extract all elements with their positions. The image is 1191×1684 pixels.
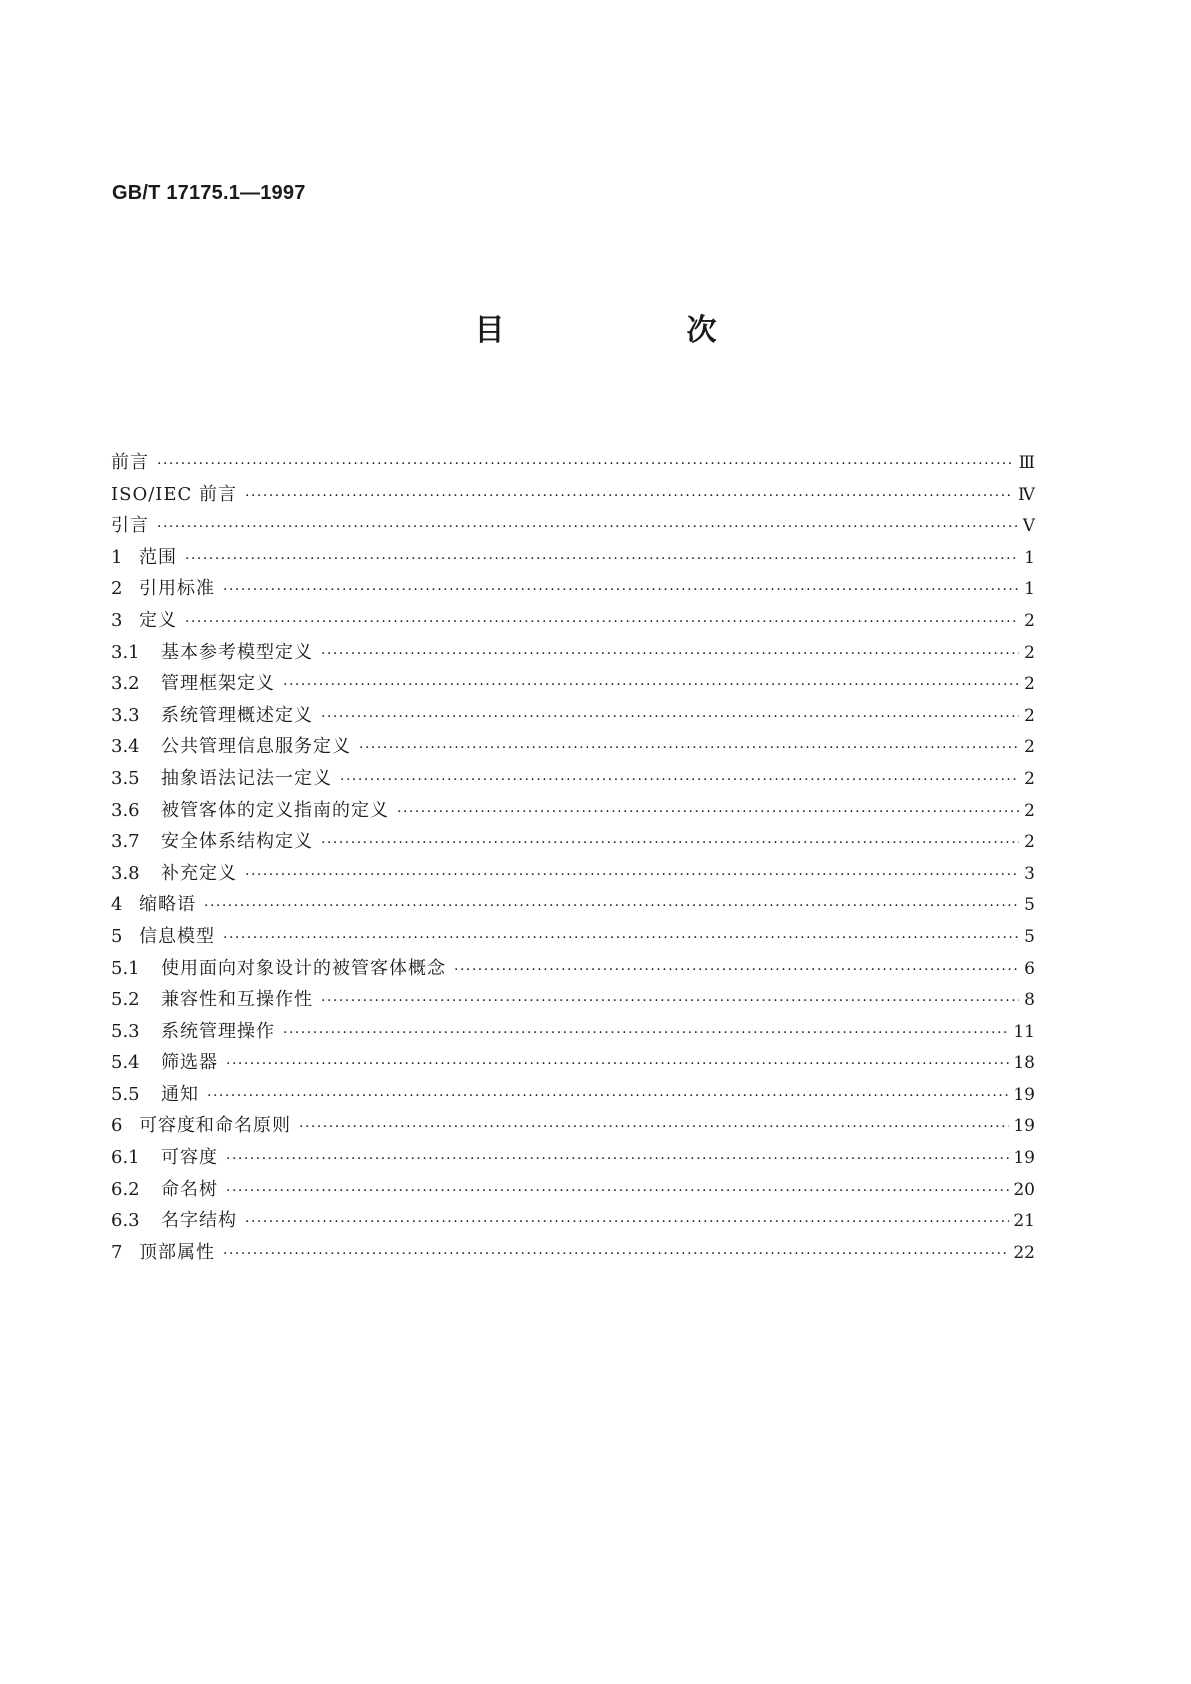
toc-entry-label: 可容度 [161,1147,218,1169]
toc-entry-label: 系统管理概述定义 [161,704,313,726]
toc-entry[interactable] [111,606,1035,638]
toc-entry-page: 20 [1013,1179,1035,1200]
toc-entry-number: 5.4 [111,1052,140,1074]
toc-entry[interactable] [111,1048,1035,1080]
toc-entry-number: 3.3 [111,704,140,726]
toc-entry-number: 5.1 [111,957,140,979]
toc-dot-leader [340,772,1019,788]
toc-entry[interactable] [111,480,1035,512]
toc-entry[interactable] [111,796,1035,828]
toc-entry-label: 抽象语法记法一定义 [161,767,332,789]
toc-entry-page: 5 [1024,926,1035,947]
toc-entry-number: 6.1 [111,1147,140,1169]
toc-dot-leader [226,1056,1009,1072]
toc-entry[interactable] [111,890,1035,922]
toc-entry-number: 3 [111,609,123,631]
toc-entry-label: ISO/IEC 前言 [111,483,238,505]
toc-entry-page: 3 [1024,863,1035,884]
toc-entry-page: Ⅲ [1018,453,1035,473]
toc-entry-page: 18 [1013,1053,1035,1074]
toc-entry-number: 2 [111,578,123,600]
toc-entry-label: 信息模型 [139,925,215,947]
toc-dot-leader [359,740,1019,756]
toc-entry-label: 可容度和命名原则 [139,1115,291,1137]
toc-entry[interactable] [111,638,1035,670]
toc-entry-label: 兼容性和互操作性 [161,989,313,1011]
toc-entry[interactable] [111,827,1035,859]
toc-entry-page: 2 [1024,737,1035,758]
toc-entry-number: 5 [111,925,123,947]
toc-dot-leader [283,677,1019,693]
toc-entry-label: 公共管理信息服务定义 [161,736,351,758]
table-of-contents [111,448,1035,1269]
toc-dot-leader [454,962,1019,978]
toc-entry-page: 2 [1024,832,1035,853]
toc-entry[interactable] [111,511,1035,543]
toc-entry-label: 顶部属性 [139,1241,215,1263]
toc-entry[interactable] [111,859,1035,891]
toc-entry[interactable] [111,954,1035,986]
toc-entry-page: 19 [1013,1084,1035,1105]
toc-entry[interactable] [111,543,1035,575]
toc-entry[interactable] [111,448,1035,480]
toc-entry-number: 3.6 [111,799,140,821]
toc-dot-leader [223,582,1019,598]
toc-entry-label: 系统管理操作 [161,1020,275,1042]
toc-entry-number: 3.7 [111,831,140,853]
toc-entry-page: 2 [1024,610,1035,631]
toc-entry[interactable] [111,1238,1035,1270]
toc-entry-number: 4 [111,894,123,916]
toc-entry-page: 21 [1013,1211,1035,1232]
toc-dot-leader [321,993,1019,1009]
toc-entry-page: 2 [1024,705,1035,726]
toc-entry-page: Ⅳ [1018,484,1035,505]
toc-entry-label: 前言 [111,452,149,473]
toc-entry-label: 引用标准 [139,578,215,600]
toc-entry-number: 3.2 [111,673,140,695]
toc-entry-label: 范围 [139,546,177,568]
toc-entry-number: 7 [111,1241,123,1263]
toc-dot-leader [223,1246,1009,1262]
toc-entry[interactable] [111,1175,1035,1207]
toc-dot-leader [204,898,1019,914]
toc-entry-page: 6 [1024,958,1035,979]
document-id: GB/T 17175.1—1997 [112,182,306,204]
toc-entry-label: 筛选器 [161,1052,218,1074]
toc-entry[interactable] [111,732,1035,764]
toc-entry[interactable] [111,701,1035,733]
toc-entry-label: 安全体系结构定义 [161,831,313,853]
toc-dot-leader [245,867,1019,883]
toc-entry-page: 2 [1024,674,1035,695]
toc-entry-number: 3.1 [111,641,140,663]
toc-dot-leader [223,930,1019,946]
toc-entry-number: 6.3 [111,1210,140,1232]
toc-entry-page: 2 [1024,768,1035,789]
toc-title: 目 次 [474,313,793,348]
toc-entry-page: 2 [1024,642,1035,663]
toc-dot-leader [299,1119,1009,1135]
toc-entry-label: 命名树 [161,1178,218,1200]
toc-entry-label: 使用面向对象设计的被管客体概念 [161,957,446,979]
toc-entry-number: 1 [111,546,123,568]
toc-entry-number: 6 [111,1115,123,1137]
toc-entry-page: 8 [1024,990,1035,1011]
toc-dot-leader [321,646,1019,662]
toc-entry-number: 3.8 [111,862,140,884]
toc-dot-leader [397,804,1019,820]
toc-entry-number: 5.3 [111,1020,140,1042]
toc-entry-page: 1 [1024,547,1035,568]
toc-dot-leader [245,488,1014,504]
toc-entry-number: 3.4 [111,736,140,758]
toc-dot-leader [283,1025,1009,1041]
toc-entry-page: 1 [1024,579,1035,600]
toc-entry-page: 22 [1013,1242,1035,1263]
toc-dot-leader [226,1151,1009,1167]
toc-dot-leader [185,551,1019,567]
toc-dot-leader [226,1183,1009,1199]
toc-entry-page: 5 [1024,895,1035,916]
toc-dot-leader [207,1088,1009,1104]
toc-entry-page: 11 [1013,1021,1035,1042]
toc-entry[interactable] [111,1111,1035,1143]
toc-entry[interactable] [111,985,1035,1017]
toc-entry-page: 2 [1024,800,1035,821]
toc-entry-number: 3.5 [111,767,140,789]
toc-entry[interactable] [111,574,1035,606]
toc-entry-page: 19 [1013,1116,1035,1137]
toc-entry-number: 5.2 [111,989,140,1011]
toc-entry[interactable] [111,922,1035,954]
toc-entry-label: 名字结构 [161,1210,237,1232]
toc-entry-label: 缩略语 [139,894,196,916]
toc-entry[interactable] [111,1080,1035,1112]
toc-entry-label: 被管客体的定义指南的定义 [161,799,389,821]
toc-entry-label: 定义 [139,609,177,631]
toc-dot-leader [321,835,1019,851]
toc-entry-page: Ⅴ [1022,516,1035,537]
toc-entry-label: 引言 [111,515,149,537]
toc-entry-label: 基本参考模型定义 [161,641,313,663]
toc-entry[interactable] [111,1143,1035,1175]
toc-dot-leader [157,519,1019,535]
toc-entry-label: 补充定义 [161,862,237,884]
toc-entry[interactable] [111,764,1035,796]
toc-entry[interactable] [111,669,1035,701]
toc-entry-number: 6.2 [111,1178,140,1200]
toc-entry-label: 通知 [161,1083,199,1105]
toc-entry-page: 19 [1013,1148,1035,1169]
toc-dot-leader [321,709,1019,725]
toc-entry-number: 5.5 [111,1083,140,1105]
toc-entry-label: 管理框架定义 [161,673,275,695]
toc-entry[interactable] [111,1206,1035,1238]
toc-dot-leader [245,1214,1009,1230]
toc-entry[interactable] [111,1017,1035,1049]
toc-dot-leader [185,614,1019,630]
toc-dot-leader [157,456,1015,472]
